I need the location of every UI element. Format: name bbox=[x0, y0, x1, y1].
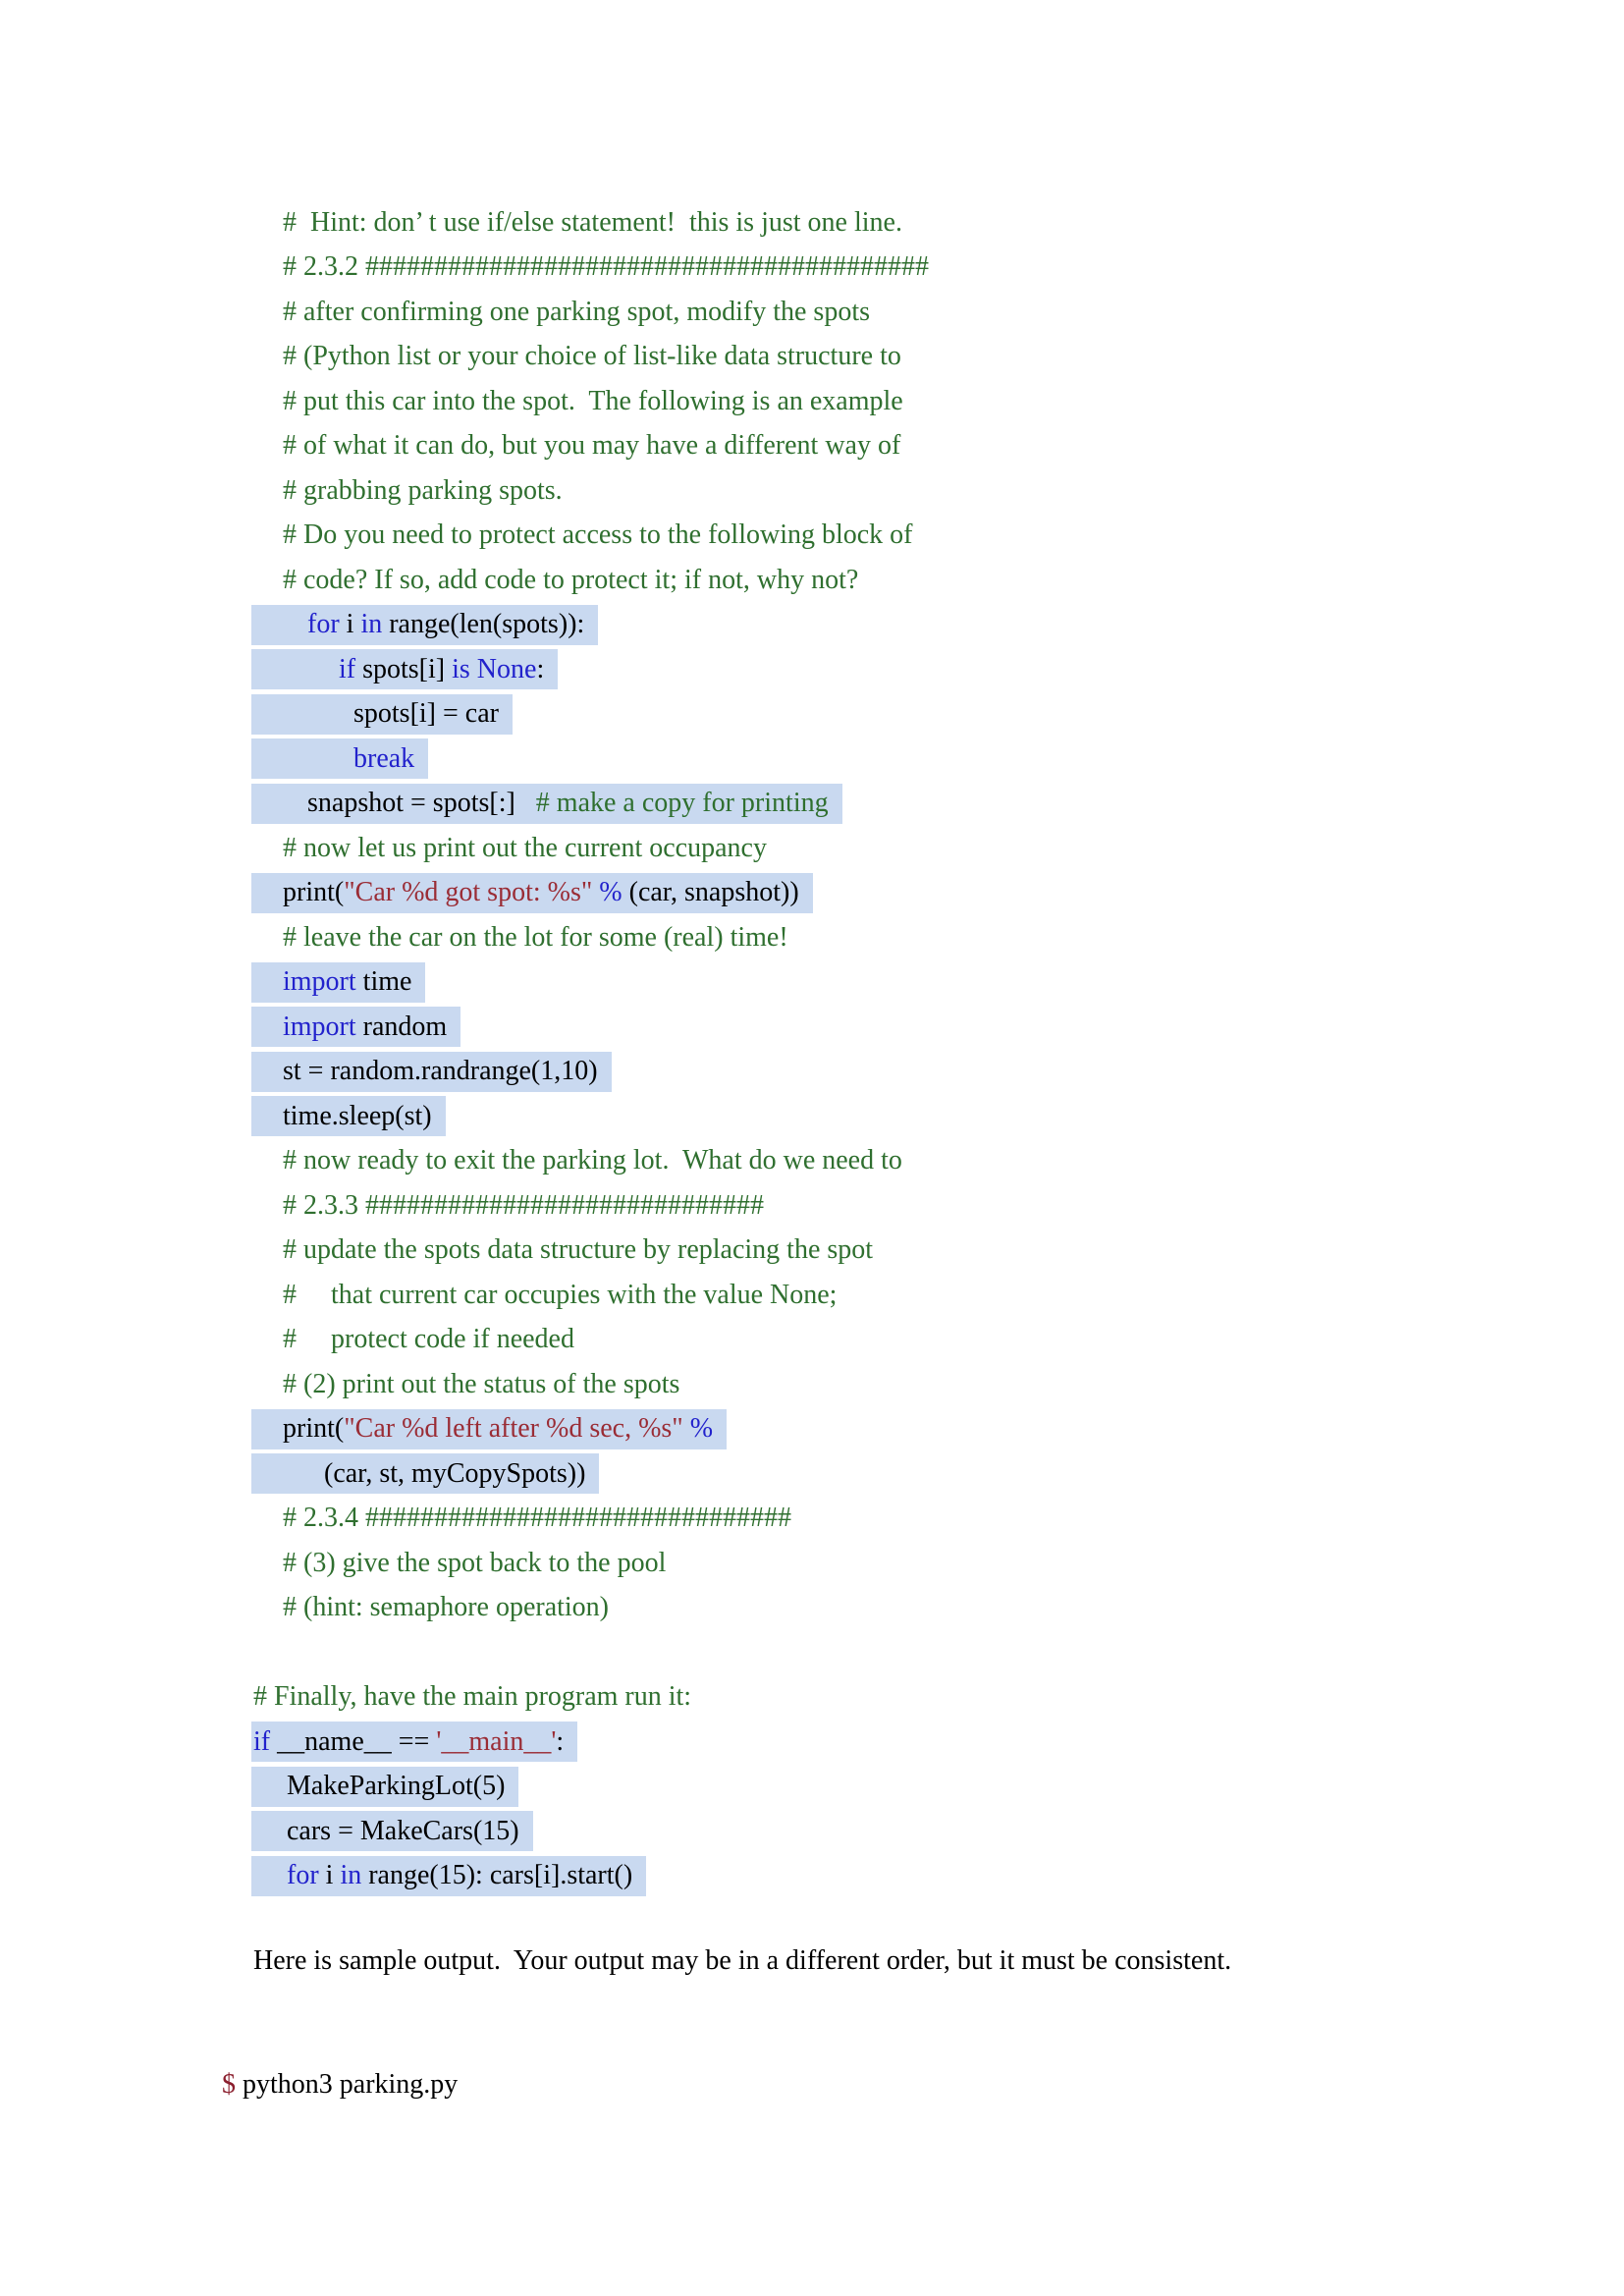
highlighted-code-line bbox=[251, 873, 813, 913]
code-segment-comment: # Do you need to protect access to the following block of bbox=[283, 519, 913, 551]
code-segment-keyword: is bbox=[452, 653, 470, 684]
code-line bbox=[251, 1586, 929, 1631]
code-segment-code: st = random.randrange(1,10) bbox=[283, 1056, 598, 1087]
code-line bbox=[251, 1183, 929, 1229]
comment-line bbox=[251, 247, 929, 288]
code-line bbox=[251, 737, 929, 782]
code-segment-code: i bbox=[318, 1860, 341, 1891]
code-line bbox=[251, 1273, 929, 1318]
code-line bbox=[251, 1318, 929, 1363]
code-segment-comment: # make a copy for printing bbox=[535, 788, 829, 819]
comment-line bbox=[251, 292, 870, 332]
code-line bbox=[251, 290, 929, 335]
highlighted-code-line bbox=[251, 694, 513, 735]
code-line bbox=[251, 424, 929, 469]
code-line bbox=[251, 1765, 929, 1810]
code-line bbox=[251, 960, 929, 1006]
code-segment-keyword: None bbox=[476, 653, 537, 684]
code-segment-code bbox=[683, 1413, 690, 1445]
code-segment-comment: # code? If so, add code to protect it; if not, why not? bbox=[283, 564, 859, 595]
comment-line bbox=[251, 381, 903, 421]
code-line bbox=[251, 558, 929, 603]
sample-output-note: Here is sample output. Your output may be in a different order, but it must be consistent. bbox=[253, 1945, 1232, 1976]
code-segment-code: print( bbox=[283, 1413, 345, 1445]
code-segment-comment: # Hint: don’ t use if/else statement! this is just one line. bbox=[283, 206, 902, 238]
code-line bbox=[251, 1362, 929, 1407]
code-segment-comment: # (2) print out the status of the spots bbox=[283, 1368, 680, 1399]
highlighted-code-line bbox=[251, 1096, 446, 1136]
code-segment-comment: # now let us print out the current occupancy bbox=[283, 832, 767, 863]
comment-line bbox=[251, 917, 788, 957]
comment-line bbox=[251, 1141, 902, 1181]
comment-line bbox=[251, 202, 902, 243]
code-segment-keyword: % bbox=[689, 1413, 714, 1445]
code-segment-string: "Car %d got spot: %s" bbox=[344, 877, 593, 908]
code-line bbox=[251, 871, 929, 916]
code-segment-comment: # (3) give the spot back to the pool bbox=[283, 1547, 667, 1578]
comment-line bbox=[251, 1543, 666, 1583]
code-segment-code: MakeParkingLot(5) bbox=[287, 1771, 506, 1802]
code-line bbox=[251, 1497, 929, 1542]
code-segment-comment: # protect code if needed bbox=[283, 1324, 574, 1355]
comment-line bbox=[251, 1677, 691, 1718]
highlighted-code-line bbox=[251, 962, 425, 1003]
code-line bbox=[251, 1229, 929, 1274]
code-segment-code bbox=[515, 788, 536, 819]
code-segment-comment: # 2.3.4 ############################### bbox=[283, 1503, 791, 1534]
code-line bbox=[251, 514, 929, 559]
code-segment-code: range(15): cars[i].start() bbox=[361, 1860, 633, 1891]
code-block bbox=[251, 200, 929, 1898]
highlighted-code-line bbox=[251, 1453, 599, 1494]
comment-line bbox=[251, 1320, 574, 1360]
code-segment-code: time bbox=[355, 966, 412, 998]
code-line bbox=[251, 1005, 929, 1050]
code-segment-code: __name__ == bbox=[270, 1725, 437, 1757]
code-segment-code: : bbox=[536, 653, 545, 684]
code-line bbox=[251, 826, 929, 871]
code-segment-code: (car, st, myCopySpots)) bbox=[324, 1457, 586, 1489]
code-line bbox=[251, 335, 929, 380]
highlighted-code-line bbox=[251, 784, 842, 824]
code-segment-keyword: in bbox=[360, 609, 383, 640]
code-segment-comment: # (Python list or your choice of list-like data structure to bbox=[283, 341, 901, 372]
code-line bbox=[251, 379, 929, 424]
code-segment-keyword: import bbox=[283, 966, 356, 998]
highlighted-code-line bbox=[251, 1722, 577, 1762]
code-segment-code: : bbox=[556, 1725, 565, 1757]
code-line bbox=[251, 782, 929, 827]
code-line bbox=[251, 1720, 929, 1765]
code-line bbox=[251, 1809, 929, 1854]
shell-command: python3 parking.py bbox=[236, 2069, 459, 2100]
code-line bbox=[251, 1139, 929, 1184]
comment-line bbox=[251, 516, 913, 556]
highlighted-code-line bbox=[251, 1811, 533, 1851]
code-segment-comment: # put this car into the spot. The following is an example bbox=[283, 385, 903, 416]
code-segment-comment: # 2.3.2 ######################################### bbox=[283, 251, 929, 283]
comment-line bbox=[251, 1275, 837, 1315]
highlighted-code-line bbox=[251, 1767, 518, 1807]
code-line bbox=[251, 647, 929, 692]
comment-line bbox=[251, 470, 563, 511]
code-segment-code bbox=[592, 877, 599, 908]
comment-line bbox=[251, 1185, 764, 1226]
code-segment-comment: # update the spots data structure by replacing the spot bbox=[283, 1234, 874, 1266]
code-segment-keyword: break bbox=[353, 742, 415, 774]
code-segment-code: snapshot = spots[:] bbox=[307, 788, 515, 819]
code-segment-code: spots[i] bbox=[355, 653, 453, 684]
code-line bbox=[251, 1675, 929, 1721]
code-segment-comment: # leave the car on the lot for some (real) time! bbox=[283, 921, 788, 953]
code-segment-code: time.sleep(st) bbox=[283, 1100, 432, 1131]
code-segment-comment: # now ready to exit the parking lot. What do we need to bbox=[283, 1145, 902, 1176]
code-segment-string: "Car %d left after %d sec, %s" bbox=[344, 1413, 683, 1445]
code-segment-code: random bbox=[355, 1011, 448, 1042]
code-line bbox=[251, 246, 929, 291]
code-segment-comment: # after confirming one parking spot, modify the spots bbox=[283, 296, 870, 327]
highlighted-code-line bbox=[251, 1007, 460, 1047]
code-line bbox=[251, 200, 929, 246]
code-segment-keyword: % bbox=[599, 877, 623, 908]
code-line bbox=[251, 1050, 929, 1095]
code-segment-code: i bbox=[339, 609, 361, 640]
code-segment-keyword: if bbox=[253, 1725, 271, 1757]
highlighted-code-line bbox=[251, 1856, 646, 1896]
code-line bbox=[251, 1541, 929, 1586]
code-segment-code: print( bbox=[283, 877, 345, 908]
code-segment-comment: # grabbing parking spots. bbox=[283, 474, 563, 506]
highlighted-code-line bbox=[251, 1409, 727, 1449]
highlighted-code-line bbox=[251, 738, 428, 779]
code-segment-string: '__main__' bbox=[436, 1725, 557, 1757]
comment-line bbox=[251, 560, 858, 600]
code-segment-keyword: for bbox=[287, 1860, 319, 1891]
code-segment-keyword: if bbox=[339, 653, 356, 684]
code-segment-keyword: import bbox=[283, 1011, 356, 1042]
highlighted-code-line bbox=[251, 1052, 612, 1092]
code-segment-keyword: in bbox=[340, 1860, 362, 1891]
code-line bbox=[251, 1451, 929, 1497]
code-segment-code: spots[i] = car bbox=[353, 698, 499, 730]
code-line bbox=[251, 1407, 929, 1452]
code-line bbox=[251, 915, 929, 960]
highlighted-code-line bbox=[251, 649, 558, 689]
code-segment-code: cars = MakeCars(15) bbox=[287, 1815, 519, 1846]
shell-prompt: $ bbox=[222, 2069, 236, 2100]
comment-line bbox=[251, 1364, 679, 1404]
code-segment-comment: # that current car occupies with the value None; bbox=[283, 1279, 838, 1310]
comment-line bbox=[251, 828, 767, 868]
code-line bbox=[251, 1854, 929, 1899]
code-segment-code bbox=[470, 654, 477, 685]
code-line bbox=[251, 692, 929, 738]
code-segment-comment: # Finally, have the main program run it: bbox=[253, 1681, 692, 1713]
comment-line bbox=[251, 1588, 609, 1628]
comment-line bbox=[251, 337, 901, 377]
code-line bbox=[251, 468, 929, 514]
highlighted-code-line bbox=[251, 605, 598, 645]
code-line bbox=[251, 603, 929, 648]
code-segment-comment: # 2.3.3 ############################# bbox=[283, 1189, 764, 1221]
code-segment-comment: # (hint: semaphore operation) bbox=[283, 1592, 610, 1623]
code-segment-code: range(len(spots)): bbox=[382, 609, 585, 640]
blank-line bbox=[251, 1630, 929, 1675]
comment-line bbox=[251, 426, 900, 466]
code-segment-keyword: for bbox=[307, 609, 340, 640]
shell-command-line bbox=[194, 2038, 458, 2132]
code-line bbox=[251, 1094, 929, 1139]
comment-line bbox=[251, 1230, 873, 1271]
comment-line bbox=[251, 1499, 791, 1539]
code-segment-code: (car, snapshot)) bbox=[622, 877, 799, 908]
code-segment-comment: # of what it can do, but you may have a different way of bbox=[283, 430, 901, 462]
